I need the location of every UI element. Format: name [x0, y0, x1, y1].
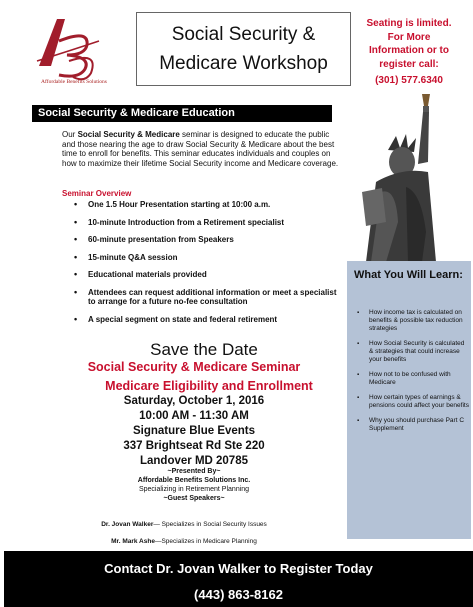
learn-item: ▪ How not to be confused with Medicare: [355, 371, 469, 387]
seat-phone[interactable]: (301) 577.6340: [375, 75, 443, 86]
statue-of-liberty-icon: [326, 92, 473, 262]
event-date: Saturday, October 1, 2016: [123, 395, 265, 407]
footer-contact: Contact Dr. Jovan Walker to Register Today: [104, 561, 373, 576]
logo-text: Affordable Benefits Solutions: [41, 79, 107, 85]
speaker-1-name: Dr. Jovan Walker: [101, 521, 154, 528]
presenters: [44, 467, 344, 503]
header: [19, 9, 469, 92]
seat-line: Information or to: [369, 45, 449, 56]
intro-rest: seminar is designed to educate the public and those nearing the age to draw Social Security & Medicare about the best time to enroll for benefits. This seminar educates individuals and couples on how to maximize their lifetime Social Security income and Medicare coverage.: [62, 130, 339, 168]
title-line-1: Social Security &: [171, 24, 316, 45]
learn-item: ▪ How certain types of earnings & pensions could affect your benefits: [355, 394, 469, 410]
speaker-1: [34, 521, 334, 528]
speaker-2-name: Mr. Mark Ashe: [111, 538, 155, 545]
intro-paragraph: [62, 130, 342, 168]
intro-bold: Social Security & Medicare: [77, 130, 180, 139]
guest-speakers-heading: ~Guest Speakers~: [163, 495, 225, 502]
event-time: 10:00 AM - 11:30 AM: [139, 410, 249, 422]
flyer: [4, 4, 470, 604]
speaker-2: [34, 538, 334, 545]
title-box: [136, 12, 351, 86]
learn-list: [355, 309, 469, 440]
learn-item: ▪ How Social Security is calculated & strategies that could increase your benefits: [355, 340, 469, 364]
overview-item: • Attendees can request additional information or meet a specialist to arrange for a future no-fee consultation: [74, 288, 344, 307]
footer: [4, 551, 473, 607]
overview-item: • Educational materials provided: [74, 270, 344, 280]
presenter-specialty: Specializing in Retirement Planning: [138, 486, 250, 493]
seminar-title: Social Security & Medicare Seminar: [87, 360, 301, 374]
seat-line: register call:: [379, 58, 439, 70]
presented-by: ~Presented By~: [167, 468, 221, 475]
presenter-company: Affordable Benefits Solutions Inc.: [137, 477, 251, 484]
seminar-subtitle: Medicare Eligibility and Enrollment: [105, 379, 313, 393]
learn-box: [347, 261, 471, 539]
seat-line: For More: [387, 31, 431, 43]
speaker-1-desc: — Specializes in Social Security Issues: [153, 521, 267, 528]
education-bar: Social Security & Medicare Education: [32, 105, 332, 122]
learn-item: ▪ How income tax is calculated on benefits & possible tax reduction strategies: [355, 309, 469, 333]
overview-item: • A special segment on state and federal retirement: [74, 315, 344, 325]
overview-heading: Seminar Overview: [62, 189, 132, 198]
overview-item: • 60-minute presentation from Speakers: [74, 235, 344, 245]
event-address-2: Landover MD 20785: [139, 455, 248, 467]
learn-title: What You Will Learn:: [354, 269, 463, 281]
seat-line: Seating is limited.: [366, 18, 452, 29]
event-venue: Signature Blue Events: [132, 425, 256, 437]
title-line-2: Medicare Workshop: [159, 53, 328, 74]
intro-prefix: Our: [62, 130, 78, 139]
event-address-1: 337 Brightseat Rd Ste 220: [123, 440, 265, 452]
overview-item: • One 1.5 Hour Presentation starting at 10:00 a.m.: [74, 200, 344, 210]
overview-item: • 10-minute Introduction from a Retirement specialist: [74, 218, 344, 228]
save-the-date: Save the Date: [150, 340, 258, 359]
learn-item: ▪ Why you should purchase Part C Supplement: [355, 417, 469, 433]
overview-item: • 15-minute Q&A session: [74, 253, 344, 263]
overview-list: [74, 200, 344, 332]
seating-info: [349, 17, 469, 88]
speaker-2-desc: —Specializes in Medicare Planning: [154, 538, 257, 545]
abs-logo-icon: [29, 11, 107, 86]
footer-phone[interactable]: (443) 863-8162: [194, 587, 283, 602]
